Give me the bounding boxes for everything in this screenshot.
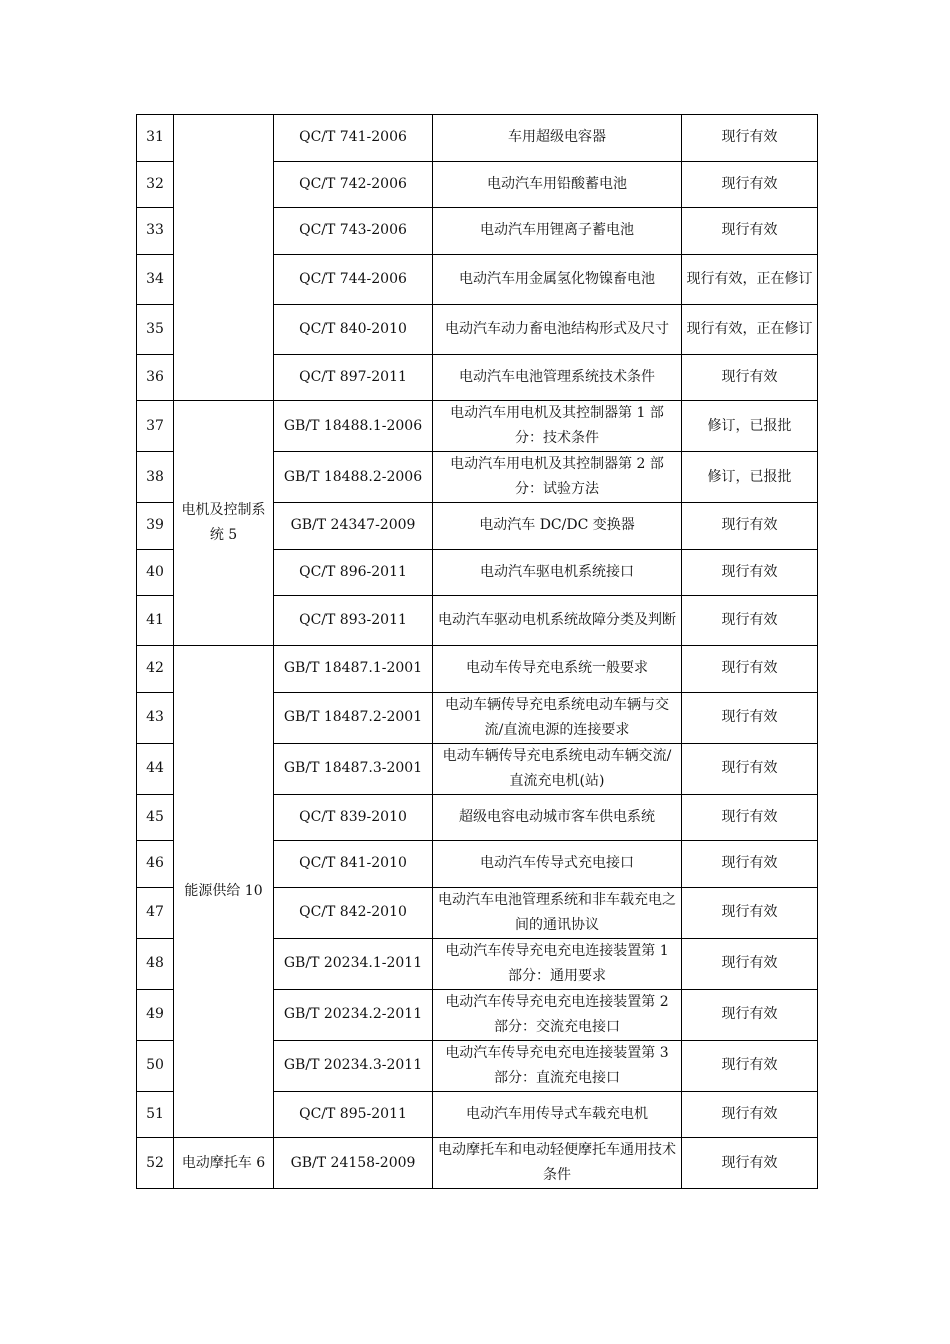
row-number: 43 (137, 692, 174, 743)
standard-status: 现行有效 (682, 115, 818, 162)
standard-status: 修订，已报批 (682, 401, 818, 452)
standard-name: 电动汽车传导充电充电连接装置第 3 部分：直流充电接口 (433, 1040, 682, 1091)
standard-code: GB/T 24158-2009 (274, 1138, 433, 1189)
standard-status: 修订，已报批 (682, 452, 818, 503)
standard-status: 现行有效 (682, 794, 818, 841)
row-number: 39 (137, 503, 174, 550)
standard-status: 现行有效 (682, 938, 818, 989)
row-number: 34 (137, 254, 174, 304)
standard-code: GB/T 20234.3-2011 (274, 1040, 433, 1091)
standard-code: GB/T 18487.1-2001 (274, 646, 433, 693)
standard-code: GB/T 24347-2009 (274, 503, 433, 550)
standard-name: 车用超级电容器 (433, 115, 682, 162)
row-number: 35 (137, 304, 174, 354)
table-row (137, 115, 818, 162)
row-number: 32 (137, 161, 174, 208)
standard-name: 电动汽车传导充电充电连接装置第 2 部分：交流充电接口 (433, 989, 682, 1040)
standard-code: GB/T 18488.1-2006 (274, 401, 433, 452)
standard-code: QC/T 893-2011 (274, 596, 433, 646)
row-number: 46 (137, 841, 174, 888)
standard-status: 现行有效 (682, 161, 818, 208)
standard-code: GB/T 20234.2-2011 (274, 989, 433, 1040)
table-row (137, 401, 818, 452)
standard-name: 电动摩托车和电动轻便摩托车通用技术条件 (433, 1138, 682, 1189)
row-number: 47 (137, 887, 174, 938)
row-number: 45 (137, 794, 174, 841)
standard-name: 电动汽车驱电机系统接口 (433, 549, 682, 596)
row-number: 51 (137, 1091, 174, 1138)
standard-status: 现行有效 (682, 646, 818, 693)
row-number: 36 (137, 354, 174, 401)
row-number: 31 (137, 115, 174, 162)
category-cell: 能源供给 10 (174, 646, 274, 1138)
standard-status: 现行有效，正在修订 (682, 304, 818, 354)
standard-status: 现行有效 (682, 596, 818, 646)
standard-name: 电动汽车用电机及其控制器第 2 部分：试验方法 (433, 452, 682, 503)
standard-code: QC/T 840-2010 (274, 304, 433, 354)
standard-status: 现行有效 (682, 887, 818, 938)
row-number: 42 (137, 646, 174, 693)
standard-code: GB/T 18488.2-2006 (274, 452, 433, 503)
standard-name: 电动车辆传导充电系统电动车辆与交流/直流电源的连接要求 (433, 692, 682, 743)
row-number: 33 (137, 208, 174, 255)
standard-code: QC/T 742-2006 (274, 161, 433, 208)
standard-status: 现行有效 (682, 354, 818, 401)
standard-status: 现行有效 (682, 841, 818, 888)
standard-code: QC/T 842-2010 (274, 887, 433, 938)
standard-name: 电动汽车用电机及其控制器第 1 部分：技术条件 (433, 401, 682, 452)
standard-status: 现行有效 (682, 549, 818, 596)
standard-name: 超级电容电动城市客车供电系统 (433, 794, 682, 841)
standard-code: QC/T 895-2011 (274, 1091, 433, 1138)
standard-name: 电动汽车动力畜电池结构形式及尺寸 (433, 304, 682, 354)
standard-code: QC/T 839-2010 (274, 794, 433, 841)
row-number: 37 (137, 401, 174, 452)
standard-code: QC/T 744-2006 (274, 254, 433, 304)
standard-name: 电动汽车电池管理系统技术条件 (433, 354, 682, 401)
category-cell (174, 115, 274, 401)
standard-name: 电动汽车用金属氢化物镍畜电池 (433, 254, 682, 304)
standard-code: QC/T 743-2006 (274, 208, 433, 255)
row-number: 41 (137, 596, 174, 646)
standard-name: 电动车传导充电系统一般要求 (433, 646, 682, 693)
standard-status: 现行有效 (682, 208, 818, 255)
standard-name: 电动汽车传导式充电接口 (433, 841, 682, 888)
standard-status: 现行有效，正在修订 (682, 254, 818, 304)
standard-status: 现行有效 (682, 1040, 818, 1091)
row-number: 52 (137, 1138, 174, 1189)
standard-status: 现行有效 (682, 743, 818, 794)
standard-name: 电动车辆传导充电系统电动车辆交流/直流充电机(站) (433, 743, 682, 794)
standard-name: 电动汽车驱动电机系统故障分类及判断 (433, 596, 682, 646)
table-row (137, 1138, 818, 1189)
standard-status: 现行有效 (682, 503, 818, 550)
standard-code: GB/T 20234.1-2011 (274, 938, 433, 989)
row-number: 44 (137, 743, 174, 794)
standard-name: 电动汽车传导充电充电连接装置第 1 部分：通用要求 (433, 938, 682, 989)
row-number: 50 (137, 1040, 174, 1091)
standards-table (136, 114, 818, 1189)
standard-code: GB/T 18487.3-2001 (274, 743, 433, 794)
table-row (137, 646, 818, 693)
category-cell: 电动摩托车 6 (174, 1138, 274, 1189)
standard-code: QC/T 897-2011 (274, 354, 433, 401)
standard-status: 现行有效 (682, 1138, 818, 1189)
standard-name: 电动汽车电池管理系统和非车载充电之间的通讯协议 (433, 887, 682, 938)
standard-name: 电动汽车用锂离子蓄电池 (433, 208, 682, 255)
standard-status: 现行有效 (682, 1091, 818, 1138)
row-number: 49 (137, 989, 174, 1040)
standard-status: 现行有效 (682, 692, 818, 743)
standard-name: 电动汽车用传导式车载充电机 (433, 1091, 682, 1138)
standard-name: 电动汽车 DC/DC 变换器 (433, 503, 682, 550)
standard-code: QC/T 896-2011 (274, 549, 433, 596)
standard-code: QC/T 741-2006 (274, 115, 433, 162)
standard-code: GB/T 18487.2-2001 (274, 692, 433, 743)
row-number: 38 (137, 452, 174, 503)
row-number: 40 (137, 549, 174, 596)
category-cell: 电机及控制系统 5 (174, 401, 274, 646)
standard-name: 电动汽车用铅酸蓄电池 (433, 161, 682, 208)
row-number: 48 (137, 938, 174, 989)
standard-status: 现行有效 (682, 989, 818, 1040)
standard-code: QC/T 841-2010 (274, 841, 433, 888)
